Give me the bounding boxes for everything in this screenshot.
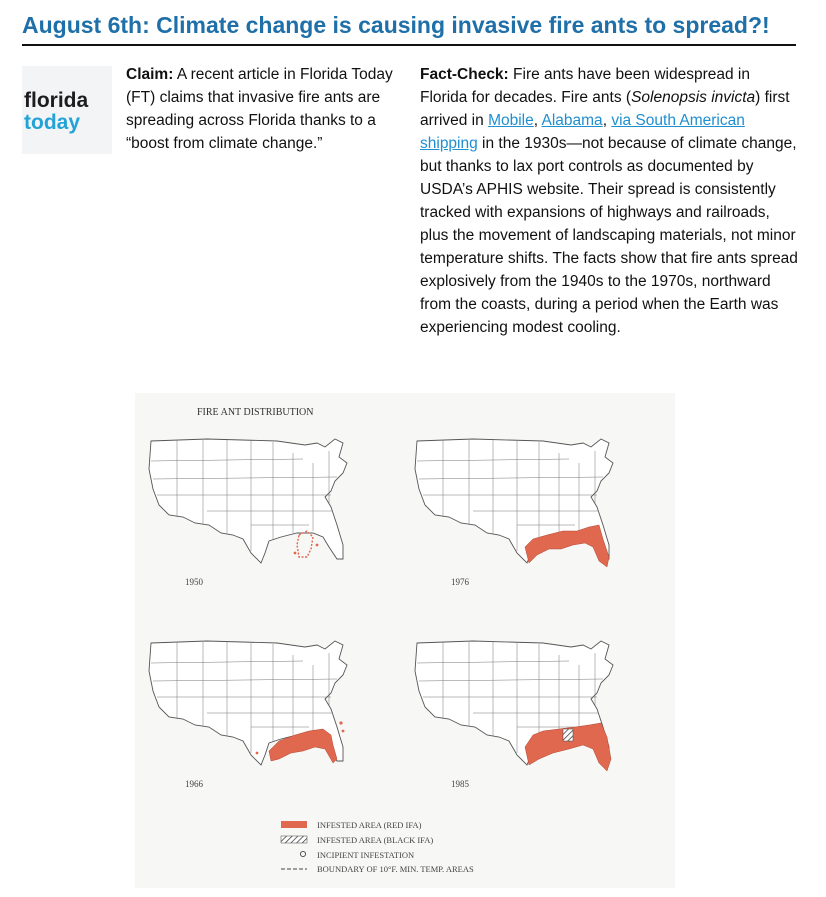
fact-text-1: Fire ants have been widespread in Florida for decades. Fire ants ( bbox=[420, 66, 750, 106]
fact-text-3: in the 1930s—not because of climate change, but thanks to lax port controls as documented by USDA’s APHIS website. Their spread is consistently tracked with expansions of highways and railroads, plus the movement of landscaping materials, not minor temperature shifts. The facts show that fire ants spread explosively from the 1940s to the 1970s, northward from the coasts, during a period when the Earth was experiencing modest cooling. bbox=[420, 135, 798, 336]
incipient-infestation-1966 bbox=[256, 752, 259, 755]
black-ifa-area-1985 bbox=[563, 729, 573, 741]
infested-area-1950 bbox=[297, 531, 313, 557]
south-american-shipping-link[interactable]: via South American shipping bbox=[420, 112, 745, 152]
figure-title: FIRE ANT DISTRIBUTION bbox=[197, 407, 314, 418]
claim-text: A recent article in Florida Today (FT) claims that invasive fire ants are spreading across Florida thanks to a “boost from climate change.” bbox=[126, 66, 393, 152]
year-label-1950: 1950 bbox=[185, 577, 203, 587]
fact-check-label: Fact-Check: bbox=[420, 66, 509, 83]
map-1966 bbox=[149, 641, 347, 789]
legend-swatch-black-ifa bbox=[281, 836, 307, 843]
incipient-infestation-1966 bbox=[342, 730, 345, 733]
title-divider bbox=[22, 44, 796, 46]
florida-today-logo bbox=[22, 66, 112, 154]
legend-label-black-ifa: INFESTED AREA (BLACK IFA) bbox=[317, 835, 434, 845]
map-1985 bbox=[415, 641, 613, 789]
legend-label-boundary: BOUNDARY OF 10°F. MIN. TEMP. AREAS bbox=[317, 864, 474, 874]
incipient-infestation-1966 bbox=[339, 721, 342, 724]
map-1976 bbox=[415, 439, 613, 587]
fact-text-2: ) first arrived in bbox=[420, 89, 790, 129]
page-title: August 6th: Climate change is causing invasive fire ants to spread?! bbox=[22, 12, 770, 38]
map-1950 bbox=[149, 439, 347, 587]
claim-label: Claim: bbox=[126, 66, 174, 83]
year-label-1985: 1985 bbox=[451, 779, 469, 789]
year-label-1976: 1976 bbox=[451, 577, 469, 587]
legend-swatch-red-ifa bbox=[281, 821, 307, 828]
fire-ant-distribution-figure bbox=[135, 393, 675, 888]
logo-line-today: today bbox=[24, 111, 81, 134]
incipient-infestation-1950 bbox=[294, 552, 297, 555]
mobile-link[interactable]: Mobile bbox=[488, 112, 534, 129]
claim-paragraph bbox=[126, 63, 396, 155]
species-name: Solenopsis invicta bbox=[631, 89, 756, 106]
link-separator: , bbox=[602, 112, 612, 129]
map-legend bbox=[281, 820, 474, 874]
fact-check-paragraph bbox=[420, 63, 800, 339]
legend-label-incipient: INCIPIENT INFESTATION bbox=[317, 850, 415, 860]
distribution-maps-svg bbox=[135, 393, 675, 888]
legend-symbol-incipient bbox=[300, 851, 305, 856]
incipient-infestation-1950 bbox=[316, 544, 319, 547]
legend-label-red-ifa: INFESTED AREA (RED IFA) bbox=[317, 820, 422, 830]
alabama-link[interactable]: Alabama bbox=[541, 112, 603, 129]
logo-line-florida: florida bbox=[24, 89, 89, 112]
year-label-1966: 1966 bbox=[185, 779, 203, 789]
link-separator: , bbox=[533, 112, 542, 129]
